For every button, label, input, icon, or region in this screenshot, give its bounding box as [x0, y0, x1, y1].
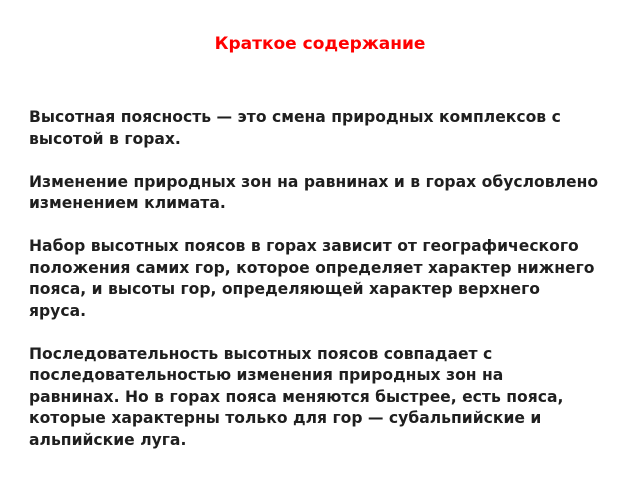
paragraph-belt-sequence: Последовательность высотных поясов совпадает с последовательностью изменения природных зон на равнинах. Но в горах пояса меняются быстрее, есть пояса, которые характерны только для гор — субальпийские и альпийские луга.	[29, 344, 564, 449]
slide-title: Краткое содержание	[214, 34, 426, 54]
paragraph-belt-set: Набор высотных поясов в горах зависит от географического положения самих гор, которое определяет характер нижнего пояса, и высоты гор, определяющей характер верхнего яруса.	[29, 237, 595, 320]
paragraph-zone-change: Изменение природных зон на равнинах и в горах обусловлено изменением климата.	[29, 172, 599, 212]
paragraph-altitudinal-zonation: Высотная поясность — это смена природных комплексов с высотой в горах.	[29, 108, 561, 148]
summary-body	[29, 107, 599, 451]
